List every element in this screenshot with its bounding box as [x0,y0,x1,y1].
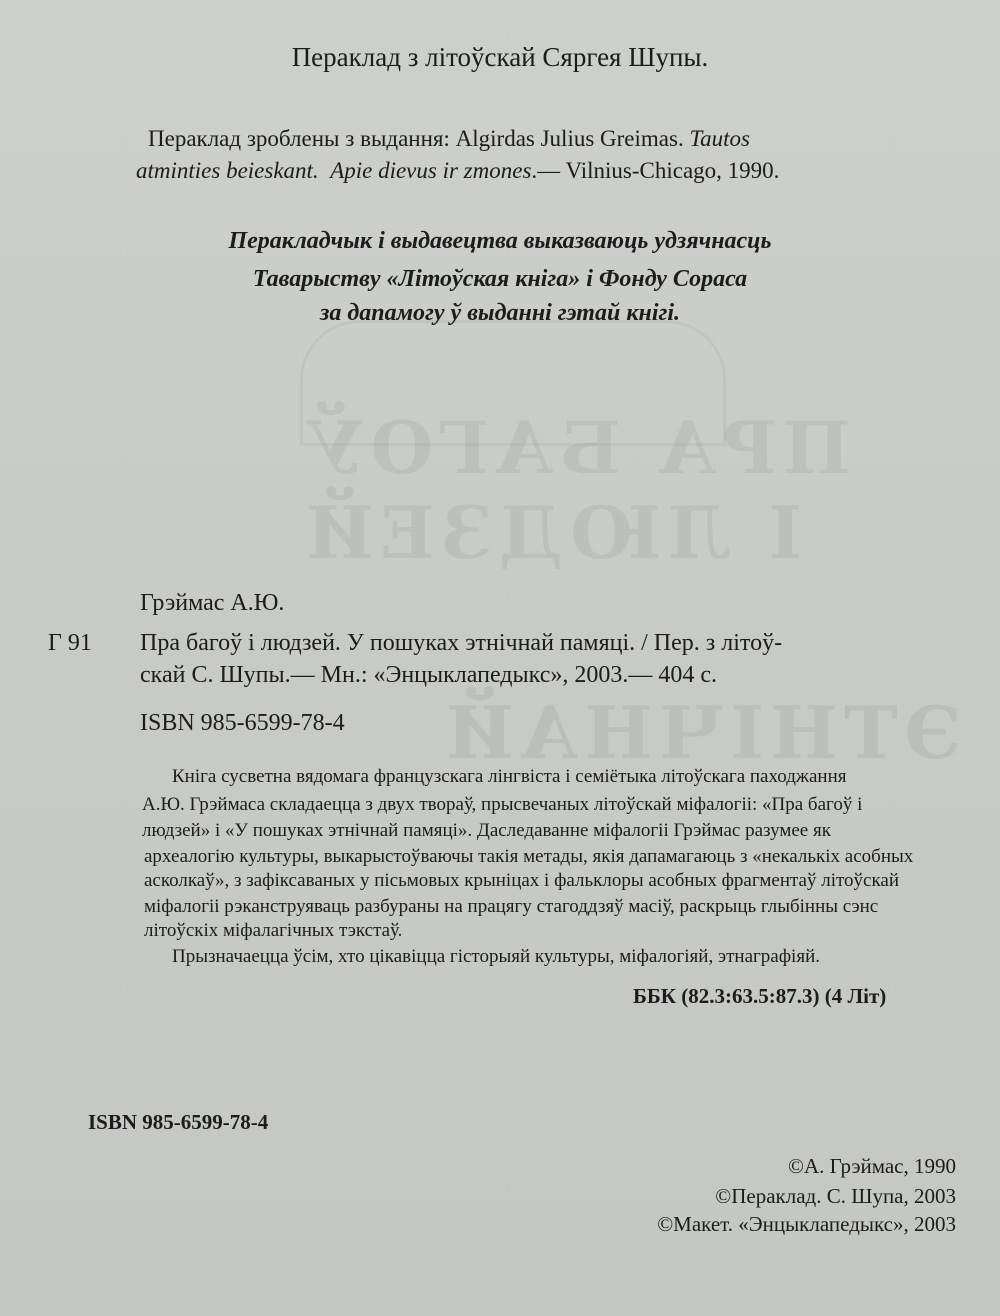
source-title-part-3: Apie dievus ir zmones [330,158,532,183]
annotation-line-3: людзей» і «У пошуках этнічнай памяці». Даследаванне міфалогіі Грэймас разумее як [142,820,831,841]
annotation-line-8: Прызначаецца ўсім, хто цікавіцца гісторыяй культуры, міфалогіяй, этнаграфіяй. [172,946,820,967]
source-prefix: Пераклад зроблены з выдання: Algirdas Julius Greimas. [148,126,690,151]
bleed-through-mark-1: ПРА БАГОЎ [300,405,851,490]
bottom-isbn: ISBN 985-6599-78-4 [88,1110,269,1134]
source-title-part-2: atminties beieskant. [136,158,319,183]
catalog-title-line-2: скай С. Шупы.— Мн.: «Энцыклапедыкс», 2003.— 404 с. [140,662,717,688]
copyright-translation: ©Пераклад. С. Шупа, 2003 [715,1184,956,1208]
bleed-through-mark-3: ЭТНІЧНАЙ [440,690,961,775]
acknowledgement-line-1: Перакладчык і выдавецтва выказваюць удзячнасць [228,228,772,254]
catalog-author: Грэймас А.Ю. [140,590,285,616]
bbk-classification: ББК (82.3:63.5:87.3) (4 Літ) [633,984,887,1008]
copyright-layout: ©Макет. «Энцыклапедыкс», 2003 [657,1212,956,1236]
translator-line: Пераклад з літоўскай Сяргея Шупы. [291,42,709,72]
acknowledgement-line-2: Таварыству «Літоўская кніга» і Фонду Сораса [252,266,748,292]
annotation-line-2: А.Ю. Грэймаса складаецца з двух твораў, прысвечаных літоўскай міфалогіі: «Пра багоў і [142,794,863,815]
source-title-part-1: Tautos [689,126,750,151]
annotation-line-7: літоўскіх міфалагічных тэкстаў. [144,920,403,941]
annotation-line-6: міфалогіі рэканструяваць разбураны на працягу стагоддзяў масіў, раскрыць глыбінны сэнс [144,896,879,917]
annotation-line-1: Кніга сусветна вядомага французскага лінгвіста і семіётыка літоўскага паходжання [172,766,847,787]
annotation-line-4: археалогію культуры, выкарыстоўваючы такія метады, якія дапамагаюць з «некалькіх асобных [144,846,914,867]
source-edition-line-2 [136,158,779,184]
acknowledgement-line-3: за дапамогу ў выданні гэтай кнігі. [319,300,681,326]
source-suffix: .— Vilnius-Chicago, 1990. [531,158,780,183]
catalog-code: Г 91 [48,630,92,656]
catalog-title-line-1: Пра багоў і людзей. У пошуках этнічнай памяці. / Пер. з літоў- [140,630,783,656]
copyright-author: ©А. Грэймас, 1990 [788,1154,956,1178]
annotation-line-5: асколкаў», з зафіксаваных у пісьмовых крыніцах і фальклоры асобных фрагментаў літоўскай [144,870,899,891]
catalog-isbn: ISBN 985-6599-78-4 [140,710,345,736]
source-edition-line-1 [148,126,750,152]
bleed-through-mark-2: І ЛЮДЗЕЙ [300,490,802,575]
